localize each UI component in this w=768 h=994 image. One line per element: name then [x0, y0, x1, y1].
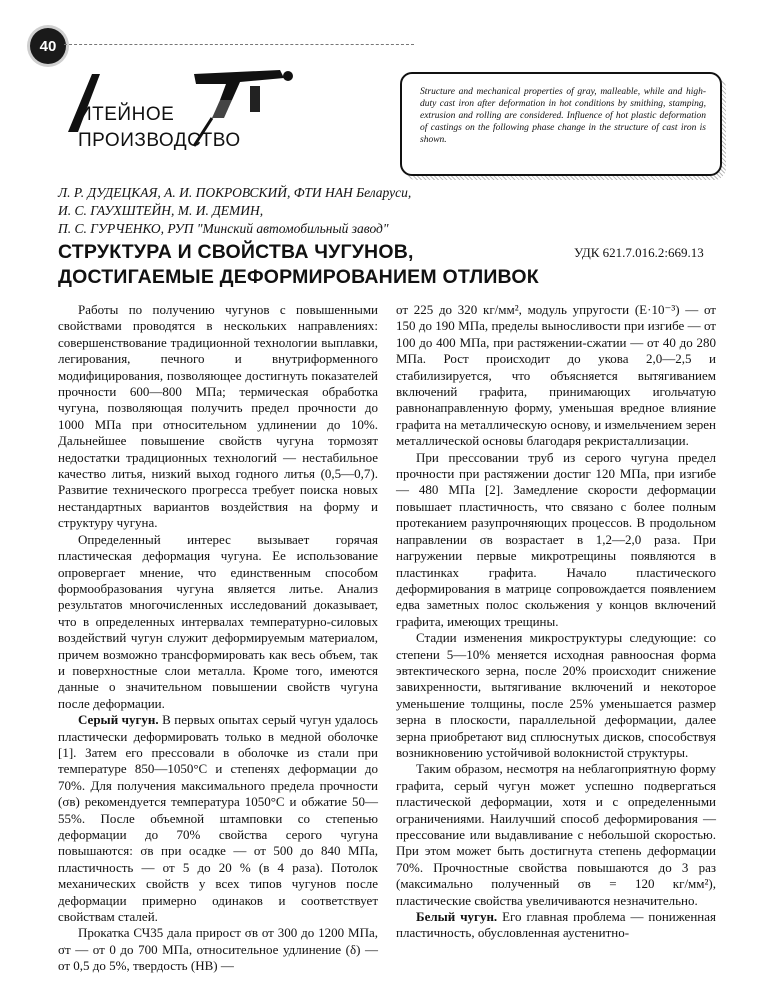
journal-logo-line1: ИТЕЙНОЕ: [78, 104, 175, 125]
paragraph: Определенный интерес вызывает горячая пластическая деформация чугуна. Ее использование опровергает мнение, что единственным способом формообразования чугуна является литье. Анализ результатов многочисленных исследований доказывает, что в определенных интервалах температурно-силовых воздействий чугун служит деформируемым материалом, причем возможно трансформировать как весь объем, так и поверхностные слои металла. Кроме того, имеются данные о значительном повышении свойств чугуна после деформации.: [58, 531, 378, 711]
title-line1: СТРУКТУРА И СВОЙСТВА ЧУГУНОВ,: [58, 241, 414, 263]
section-run-in-heading: Серый чугун.: [78, 712, 159, 728]
paragraph: Таким образом, несмотря на неблагоприятную форму графита, серый чугун может успешно подвергаться пластической деформации, хотя и с определенными ограничениями. Наилучший способ деформирования — прессование или выдавливание с небольшой скоростью. При этом может быть достигнута степень деформации 70%. Прочностные свойства повышаются до 3 раз (максимально полученный σв = 120 кг/мм²), пластические свойства увеличиваются незначительно.: [396, 761, 716, 908]
udk-code: УДК 621.7.016.2:669.13: [574, 245, 704, 260]
left-column: [58, 302, 378, 975]
paragraph-text: В первых опытах серый чугун удалось пластически деформировать только в медной оболочке [1]. Затем его прессовали в оболочке из стали при температуре 850—1050°С и степенях деформации до 70%. Для получения максимального предела прочности (σв) рекомендуется температура 1050°С и обжатие 50—55%. После объемной штамповки со степенью деформации до 70% свойства серого чугуна повышаются: σв при осадке — от 500 до 840 МПа, пластичность — от 5 до 20 % (в 4 раза). Потолок механических свойств у всех типов чугунов после деформации примерно одинаков и соответствует свойствам сталей.: [58, 712, 378, 925]
paragraph: от 225 до 320 кг/мм², модуль упругости (E·10⁻³) — от 150 до 190 МПа, пределы выносливости при изгибе — от 100 до 400 МПа, при растяжении-сжатии — от 40 до 280 МПа. Рост происходит до укова 2,0—2,5 и стабилизируется, что объясняется вытягиванием включений графита, принимающих игольчатую равнонаправленную форму, уменьшая вредное влияние графита на металлическую основу, и измельчением зерен металлической основы благодаря рекристаллизации.: [396, 302, 716, 449]
title-line2: ДОСТИГАЕМЫЕ ДЕФОРМИРОВАНИЕМ ОТЛИВОК: [58, 266, 539, 288]
page-number-badge: [30, 28, 66, 64]
paragraph: [58, 712, 378, 925]
abstract-text: Structure and mechanical properties of gray, malleable, while and high-duty cast iron after deformation in hot conditions by smithing, stamping, extrusion and rolling are considered. Influence of hot plastic deformation of castings on the following phase change in the structure of cast iron is shown.: [420, 87, 706, 145]
author-line: Л. Р. ДУДЕЦКАЯ, А. И. ПОКРОВСКИЙ, ФТИ НАН Беларуси,: [58, 185, 412, 200]
paragraph: [396, 909, 716, 942]
authors-block: [58, 184, 411, 238]
section-run-in-heading: Белый чугун.: [416, 909, 498, 925]
author-line: П. С. ГУРЧЕНКО, РУП "Минский автомобильный завод": [58, 221, 389, 236]
header-rule: [64, 44, 414, 45]
paragraph: Стадии изменения микроструктуры следующие: со степени 5—10% меняется исходная равноосная форма эвтектического зерна, после 20% происходит снижение завихренности, вытягивание включений и некоторое уменьшение толщины, после 25% уменьшается размер зерна в плоскости, параллельной деформации, далее зерна приобретают вид сплюснутых дисков, способствуя возникновению устойчивой волокнистой структуры.: [396, 630, 716, 760]
paragraph: При прессовании труб из серого чугуна предел прочности при растяжении достиг 120 МПа, при изгибе — 480 МПа [2]. Замедление скорости деформации повышает пластичность, что связано с более полным протеканием разупрочняющих процессов. В продольном направлении σв возрастает в 1,2—2,0 раза. При нагружении первые микротрещины появляются в пластинках графита. Начало пластического деформирования в матрице сопровождается появлением едва заметных полос скольжения у концов включений графита, имеющих трещины.: [396, 449, 716, 629]
page-number: 40: [39, 37, 57, 55]
article-title: [58, 240, 539, 290]
paragraph-text: Его главная проблема — пониженная пластичность, обусловленная аустенитно-: [396, 909, 716, 941]
right-column: [396, 302, 716, 942]
paragraph: Прокатка СЧ35 дала прирост σв от 300 до 1200 МПа, σт — от 0 до 700 МПа, относительное удлинение (δ) — от 0,5 до 5%, твердость (НВ) —: [58, 925, 378, 974]
paragraph: Работы по получению чугунов с повышенными свойствами проводятся в нескольких направлениях: совершенствование традиционной технологии выплавки, легирования, печного и внутриформенного модифицирования, позволяющее достигнуть показателей прочности 600—800 МПа; термическая обработка чугуна, позволяющая получить предел прочности до 1000 МПа при относительном удлинении до 10%. Дальнейшее повышение свойств чугуна тормозят недостатки традиционных технологий — нестабильное качество литья, низкий выход годного литья (0,5—0,7). Развитие технического прогресса требует поиска новых нестандартных вариантов воздействия на форму и структуру чугуна.: [58, 302, 378, 531]
author-line: И. С. ГАУХШТЕЙН, М. И. ДЕМИН,: [58, 203, 264, 218]
journal-logo-line2: ПРОИЗВОДСТВО: [78, 130, 241, 151]
abstract-box: [400, 72, 722, 176]
